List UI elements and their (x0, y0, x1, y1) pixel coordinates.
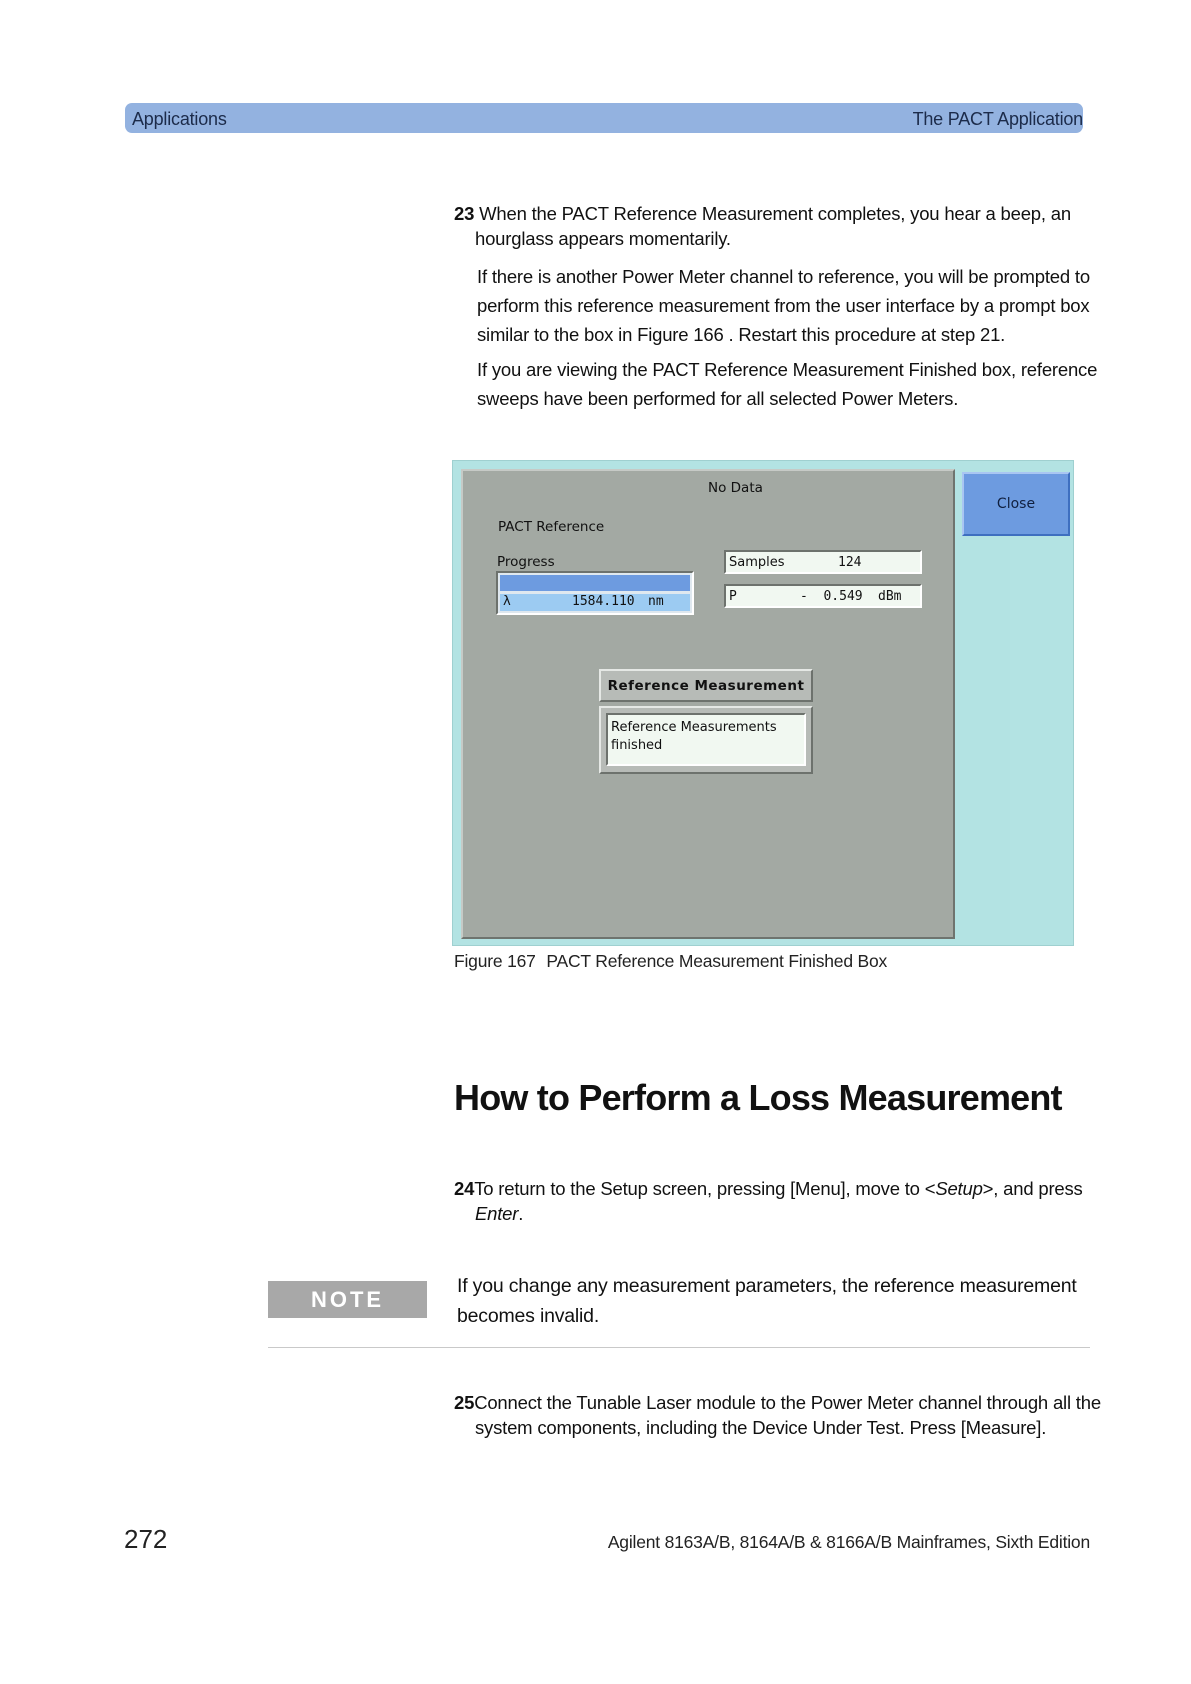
note-divider (268, 1347, 1090, 1348)
pact-reference-label: PACT Reference (498, 519, 605, 535)
samples-value: 124 (838, 555, 862, 570)
step-24-continuation (475, 1201, 523, 1226)
lambda-symbol: λ (503, 594, 511, 609)
step-number: 24 (454, 1178, 475, 1199)
power-value: - 0.549 (800, 589, 863, 604)
step-text: To return to the Setup screen, pressing [Menu], move to < (474, 1178, 936, 1199)
step-text: Connect the Tunable Laser module to the Power Meter channel through all the (474, 1392, 1101, 1413)
step-emphasis: Enter (475, 1203, 519, 1224)
note-line: If you change any measurement parameters, the reference measurement (457, 1275, 1077, 1297)
samples-field (724, 550, 922, 574)
progress-bar (500, 575, 690, 591)
no-data-label: No Data (708, 480, 763, 496)
step-24 (454, 1176, 1083, 1201)
body-paragraph-2 (477, 355, 1097, 413)
step-text: . (518, 1203, 524, 1224)
power-unit: dBm (878, 589, 902, 604)
figure-caption-text: PACT Reference Measurement Finished Box (546, 951, 888, 971)
footer-edition: Agilent 8163A/B, 8164A/B & 8166A/B Mainframes, Sixth Edition (607, 1532, 1090, 1552)
section-title: How to Perform a Loss Measurement (454, 1077, 1062, 1118)
wavelength-unit: nm (648, 594, 664, 609)
close-button[interactable]: Close (962, 472, 1070, 536)
paragraph-line: If there is another Power Meter channel to reference, you will be prompted to (477, 266, 1090, 287)
reference-measurement-button[interactable]: Reference Measurement (599, 669, 813, 702)
step-23-continuation: hourglass appears momentarily. (475, 228, 731, 249)
power-field (724, 584, 922, 608)
note-line: becomes invalid. (457, 1305, 600, 1327)
figure-caption (454, 951, 887, 972)
paragraph-line: similar to the box in Figure 166 . Restart this procedure at step 21. (477, 324, 1006, 345)
progress-group (496, 571, 694, 615)
step-emphasis: Setup (935, 1178, 983, 1199)
paragraph-line: If you are viewing the PACT Reference Measurement Finished box, reference (477, 359, 1098, 380)
step-25-continuation: system components, including the Device Under Test. Press [Measure]. (475, 1417, 1047, 1438)
message-line: finished (611, 738, 663, 753)
header-section-label: Applications (132, 109, 227, 129)
reference-message (606, 713, 806, 766)
paragraph-line: perform this reference measurement from the user interface by a prompt box (477, 295, 1090, 316)
step-number: 23 (454, 203, 475, 224)
step-23 (454, 201, 1071, 226)
note-badge: NOTE (268, 1281, 427, 1318)
step-number: 25 (454, 1392, 475, 1413)
power-label: P (729, 589, 737, 604)
paragraph-line: sweeps have been performed for all selected Power Meters. (477, 388, 959, 409)
step-text: >, and press (982, 1178, 1083, 1199)
progress-label: Progress (497, 554, 555, 570)
body-paragraph-1 (477, 262, 1090, 349)
step-25 (454, 1390, 1101, 1415)
note-text (457, 1271, 1077, 1331)
reference-message-box (599, 706, 813, 774)
header-chapter-label: The PACT Application (912, 109, 1083, 129)
page-number: 272 (124, 1524, 168, 1554)
dialog-panel (461, 469, 955, 939)
step-text-line: When the PACT Reference Measurement completes, you hear a beep, an (479, 203, 1071, 224)
wavelength-field (500, 594, 690, 611)
message-line: Reference Measurements (611, 720, 777, 735)
samples-label: Samples (729, 555, 785, 570)
wavelength-value: 1584.110 (572, 594, 635, 609)
figure-number: Figure 167 (454, 951, 536, 971)
